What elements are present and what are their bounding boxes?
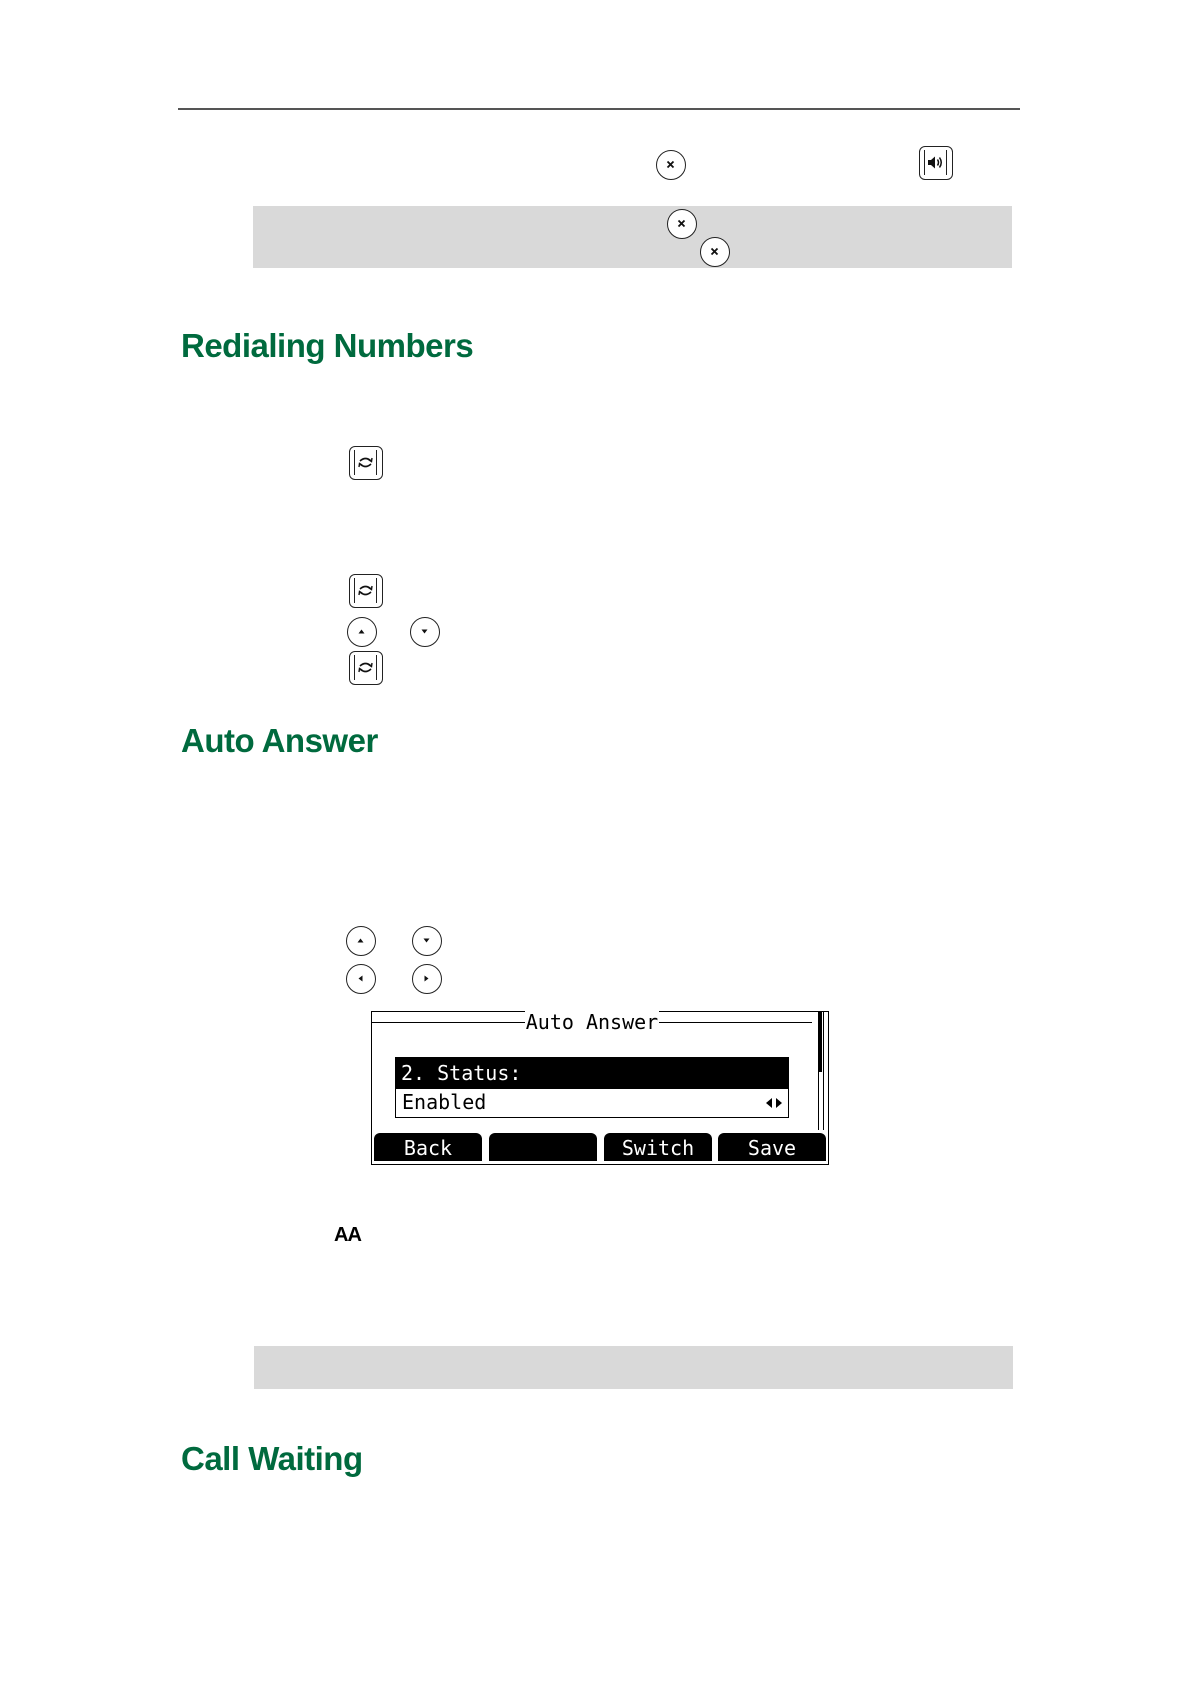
redial-key-icon bbox=[349, 651, 383, 685]
lcd-item-value: Enabled bbox=[402, 1090, 487, 1114]
down-arrow-icon bbox=[412, 926, 442, 956]
section-heading-auto-answer: Auto Answer bbox=[181, 722, 378, 759]
softkey-switch: Switch bbox=[604, 1133, 712, 1161]
left-arrow-icon bbox=[346, 964, 376, 994]
phone-lcd-screen bbox=[371, 1011, 829, 1165]
section-heading-call-waiting: Call Waiting bbox=[181, 1440, 363, 1477]
left-right-arrows-icon bbox=[765, 1097, 783, 1109]
softkey-back: Back bbox=[374, 1133, 482, 1161]
up-arrow-icon bbox=[346, 926, 376, 956]
note-box bbox=[254, 1346, 1013, 1389]
up-arrow-icon bbox=[347, 617, 377, 647]
speakerphone-key-icon bbox=[919, 146, 953, 180]
lcd-title bbox=[372, 1010, 812, 1034]
lcd-title-text: Auto Answer bbox=[525, 1010, 659, 1034]
note-box bbox=[253, 206, 1012, 268]
header-rule bbox=[178, 108, 1020, 110]
redial-key-icon bbox=[349, 574, 383, 608]
redial-key-icon bbox=[349, 446, 383, 480]
cancel-key-icon bbox=[667, 209, 697, 239]
lcd-scrollbar-thumb bbox=[819, 1012, 822, 1072]
cancel-key-icon bbox=[656, 150, 686, 180]
section-heading-redialing-numbers: Redialing Numbers bbox=[181, 327, 474, 364]
down-arrow-icon bbox=[410, 617, 440, 647]
cancel-key-icon bbox=[700, 237, 730, 267]
right-arrow-icon bbox=[412, 964, 442, 994]
lcd-selected-item: 2. Status: bbox=[395, 1057, 789, 1089]
softkey-blank bbox=[489, 1133, 597, 1161]
auto-answer-status-icon: AA bbox=[334, 1224, 361, 1246]
softkey-save: Save bbox=[718, 1133, 826, 1161]
lcd-item-value-field bbox=[395, 1089, 789, 1118]
